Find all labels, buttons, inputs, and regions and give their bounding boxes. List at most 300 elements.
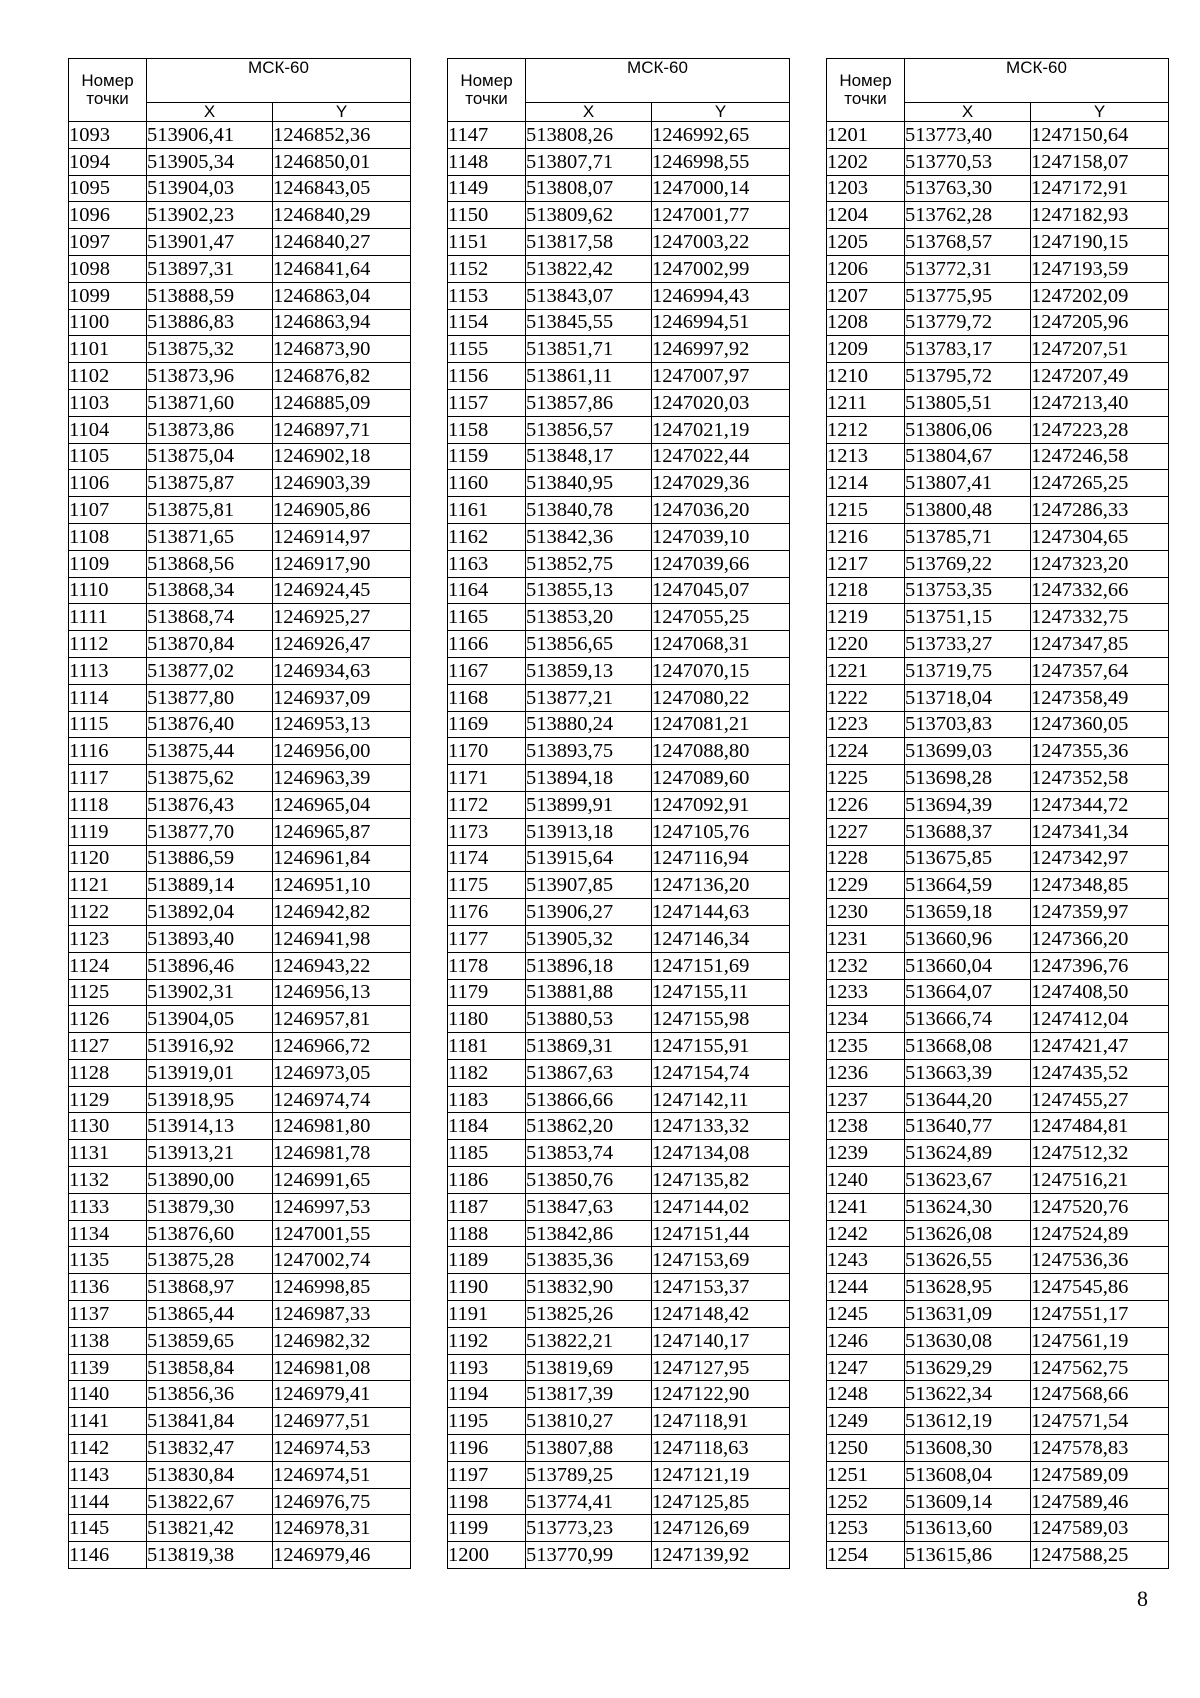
- table-row: [448, 550, 790, 577]
- x-coordinate-cell: 513905,34: [147, 148, 273, 175]
- y-coordinate-cell: 1247561,19: [1031, 1327, 1169, 1354]
- x-coordinate-cell: 513719,75: [905, 657, 1031, 684]
- point-number-cell: 1151: [448, 229, 526, 256]
- table-row: [448, 1033, 790, 1060]
- point-number-cell: 1220: [827, 631, 905, 658]
- x-coordinate-cell: 513623,67: [905, 1167, 1031, 1194]
- table-row: [827, 1086, 1169, 1113]
- y-coordinate-cell: 1247118,91: [652, 1408, 790, 1435]
- x-coordinate-cell: 513775,95: [905, 282, 1031, 309]
- point-number-cell: 1119: [69, 818, 147, 845]
- y-coordinate-cell: 1247551,17: [1031, 1301, 1169, 1328]
- point-number-cell: 1239: [827, 1140, 905, 1167]
- y-coordinate-cell: 1246956,00: [273, 738, 411, 765]
- point-number-cell: 1117: [69, 765, 147, 792]
- point-number-cell: 1112: [69, 631, 147, 658]
- table-row: [827, 1515, 1169, 1542]
- y-coordinate-cell: 1247512,32: [1031, 1140, 1169, 1167]
- x-coordinate-cell: 513615,86: [905, 1542, 1031, 1569]
- x-coordinate-cell: 513897,31: [147, 255, 273, 282]
- x-coordinate-cell: 513850,76: [526, 1167, 652, 1194]
- x-coordinate-cell: 513694,39: [905, 791, 1031, 818]
- y-coordinate-cell: 1246897,71: [273, 416, 411, 443]
- x-coordinate-cell: 513902,31: [147, 979, 273, 1006]
- y-coordinate-cell: 1246850,01: [273, 148, 411, 175]
- x-coordinate-cell: 513774,41: [526, 1488, 652, 1515]
- x-coordinate-cell: 513871,65: [147, 523, 273, 550]
- y-coordinate-cell: 1246994,43: [652, 282, 790, 309]
- table-row: [827, 1220, 1169, 1247]
- x-coordinate-cell: 513894,18: [526, 765, 652, 792]
- point-number-cell: 1164: [448, 577, 526, 604]
- point-number-cell: 1106: [69, 470, 147, 497]
- y-coordinate-cell: 1246974,51: [273, 1461, 411, 1488]
- y-coordinate-cell: 1247352,58: [1031, 765, 1169, 792]
- point-number-cell: 1209: [827, 336, 905, 363]
- x-coordinate-cell: 513773,40: [905, 122, 1031, 149]
- table-row: [448, 684, 790, 711]
- y-coordinate-cell: 1246873,90: [273, 336, 411, 363]
- point-number-cell: 1222: [827, 684, 905, 711]
- x-coordinate-cell: 513859,13: [526, 657, 652, 684]
- table-row: [69, 1140, 411, 1167]
- x-coordinate-cell: 513913,21: [147, 1140, 273, 1167]
- point-number-cell: 1152: [448, 255, 526, 282]
- y-coordinate-cell: 1247348,85: [1031, 872, 1169, 899]
- x-coordinate-cell: 513807,41: [905, 470, 1031, 497]
- x-coordinate-cell: 513840,95: [526, 470, 652, 497]
- point-number-cell: 1185: [448, 1140, 526, 1167]
- x-coordinate-cell: 513856,65: [526, 631, 652, 658]
- y-coordinate-cell: 1247207,51: [1031, 336, 1169, 363]
- y-coordinate-cell: 1247116,94: [652, 845, 790, 872]
- y-coordinate-cell: 1247039,10: [652, 523, 790, 550]
- point-number-cell: 1221: [827, 657, 905, 684]
- y-coordinate-cell: 1247202,09: [1031, 282, 1169, 309]
- x-coordinate-cell: 513892,04: [147, 899, 273, 926]
- x-coordinate-cell: 513805,51: [905, 389, 1031, 416]
- y-coordinate-cell: 1247172,91: [1031, 175, 1169, 202]
- y-coordinate-cell: 1246914,97: [273, 523, 411, 550]
- table-row: [827, 1488, 1169, 1515]
- x-coordinate-cell: 513718,04: [905, 684, 1031, 711]
- x-coordinate-cell: 513644,20: [905, 1086, 1031, 1113]
- x-coordinate-cell: 513875,81: [147, 497, 273, 524]
- x-coordinate-cell: 513628,95: [905, 1274, 1031, 1301]
- table-row: [448, 1274, 790, 1301]
- point-number-cell: 1169: [448, 711, 526, 738]
- table-row: [69, 443, 411, 470]
- point-number-cell: 1235: [827, 1033, 905, 1060]
- coordinate-tables: [68, 58, 1170, 1578]
- x-coordinate-cell: 513862,20: [526, 1113, 652, 1140]
- point-number-cell: 1188: [448, 1220, 526, 1247]
- table-row: [69, 1220, 411, 1247]
- point-number-cell: 1210: [827, 363, 905, 390]
- x-coordinate-cell: 513612,19: [905, 1408, 1031, 1435]
- x-coordinate-cell: 513640,77: [905, 1113, 1031, 1140]
- point-number-cell: 1109: [69, 550, 147, 577]
- table-row: [448, 309, 790, 336]
- point-number-cell: 1191: [448, 1301, 526, 1328]
- x-coordinate-cell: 513869,31: [526, 1033, 652, 1060]
- table-row: [448, 175, 790, 202]
- y-coordinate-cell: 1246961,84: [273, 845, 411, 872]
- y-coordinate-cell: 1247366,20: [1031, 925, 1169, 952]
- point-number-cell: 1118: [69, 791, 147, 818]
- table-row: [69, 523, 411, 550]
- x-coordinate-cell: 513626,55: [905, 1247, 1031, 1274]
- point-number-cell: 1232: [827, 952, 905, 979]
- table-row: [69, 122, 411, 149]
- table-row: [448, 1381, 790, 1408]
- table-row: [827, 309, 1169, 336]
- y-coordinate-cell: 1247003,22: [652, 229, 790, 256]
- y-coordinate-cell: 1247286,33: [1031, 497, 1169, 524]
- table-row: [827, 1140, 1169, 1167]
- table-row: [827, 1461, 1169, 1488]
- point-number-cell: 1253: [827, 1515, 905, 1542]
- x-coordinate-cell: 513851,71: [526, 336, 652, 363]
- table-row: [827, 550, 1169, 577]
- point-number-cell: 1128: [69, 1059, 147, 1086]
- y-coordinate-cell: 1247323,20: [1031, 550, 1169, 577]
- x-coordinate-cell: 513893,40: [147, 925, 273, 952]
- table-row: [827, 631, 1169, 658]
- x-coordinate-cell: 513875,44: [147, 738, 273, 765]
- table-row: [827, 416, 1169, 443]
- x-coordinate-cell: 513703,83: [905, 711, 1031, 738]
- x-coordinate-cell: 513859,65: [147, 1327, 273, 1354]
- table-row: [69, 1167, 411, 1194]
- point-number-cell: 1155: [448, 336, 526, 363]
- y-coordinate-cell: 1246973,05: [273, 1059, 411, 1086]
- y-coordinate-cell: 1247068,31: [652, 631, 790, 658]
- y-coordinate-cell: 1247088,80: [652, 738, 790, 765]
- point-number-cell: 1098: [69, 255, 147, 282]
- y-coordinate-cell: 1247223,28: [1031, 416, 1169, 443]
- table-row: [69, 1301, 411, 1328]
- point-number-cell: 1254: [827, 1542, 905, 1569]
- coordinate-system-header: МСК-60: [147, 59, 411, 103]
- point-number-cell: 1197: [448, 1461, 526, 1488]
- table-row: [69, 282, 411, 309]
- table-row: [827, 979, 1169, 1006]
- x-coordinate-cell: 513800,48: [905, 497, 1031, 524]
- table-row: [827, 738, 1169, 765]
- point-number-header: Номер точки: [827, 59, 905, 122]
- table-row: [448, 1461, 790, 1488]
- table-row: [827, 1381, 1169, 1408]
- table-row: [448, 1247, 790, 1274]
- point-number-cell: 1134: [69, 1220, 147, 1247]
- x-coordinate-cell: 513698,28: [905, 765, 1031, 792]
- y-coordinate-cell: 1246885,09: [273, 389, 411, 416]
- table-row: [69, 550, 411, 577]
- table-row: [448, 818, 790, 845]
- x-coordinate-cell: 513763,30: [905, 175, 1031, 202]
- table-row: [69, 255, 411, 282]
- x-coordinate-cell: 513668,08: [905, 1033, 1031, 1060]
- coordinate-table: [447, 58, 790, 1569]
- y-coordinate-cell: 1247357,64: [1031, 657, 1169, 684]
- table-row: [448, 1515, 790, 1542]
- table-row: [69, 1488, 411, 1515]
- y-coordinate-cell: 1246840,29: [273, 202, 411, 229]
- x-coordinate-cell: 513906,27: [526, 899, 652, 926]
- y-coordinate-cell: 1247408,50: [1031, 979, 1169, 1006]
- table-row: [69, 363, 411, 390]
- table-row: [69, 845, 411, 872]
- x-coordinate-cell: 513809,62: [526, 202, 652, 229]
- y-coordinate-cell: 1247148,42: [652, 1301, 790, 1328]
- x-coordinate-cell: 513770,53: [905, 148, 1031, 175]
- y-coordinate-cell: 1247358,49: [1031, 684, 1169, 711]
- x-coordinate-cell: 513875,32: [147, 336, 273, 363]
- point-number-cell: 1230: [827, 899, 905, 926]
- x-coordinate-cell: 513819,38: [147, 1542, 273, 1569]
- point-number-cell: 1208: [827, 309, 905, 336]
- y-coordinate-cell: 1247190,15: [1031, 229, 1169, 256]
- table-row: [69, 925, 411, 952]
- table-row: [69, 1033, 411, 1060]
- table-row: [69, 148, 411, 175]
- table-row: [448, 979, 790, 1006]
- y-coordinate-cell: 1246992,65: [652, 122, 790, 149]
- y-coordinate-cell: 1247516,21: [1031, 1167, 1169, 1194]
- x-column-header: X: [526, 103, 652, 122]
- x-coordinate-cell: 513664,07: [905, 979, 1031, 1006]
- point-number-cell: 1228: [827, 845, 905, 872]
- point-number-cell: 1163: [448, 550, 526, 577]
- point-number-cell: 1243: [827, 1247, 905, 1274]
- table-row: [448, 657, 790, 684]
- table-row: [448, 1435, 790, 1462]
- table-row: [69, 899, 411, 926]
- point-number-cell: 1124: [69, 952, 147, 979]
- x-coordinate-cell: 513861,11: [526, 363, 652, 390]
- table-row: [827, 1354, 1169, 1381]
- y-coordinate-cell: 1247304,65: [1031, 523, 1169, 550]
- point-number-cell: 1130: [69, 1113, 147, 1140]
- point-number-cell: 1200: [448, 1542, 526, 1569]
- table-row: [69, 818, 411, 845]
- point-number-cell: 1241: [827, 1193, 905, 1220]
- x-coordinate-cell: 513918,95: [147, 1086, 273, 1113]
- point-number-cell: 1179: [448, 979, 526, 1006]
- point-number-cell: 1186: [448, 1167, 526, 1194]
- table-row: [448, 497, 790, 524]
- x-coordinate-cell: 513867,63: [526, 1059, 652, 1086]
- x-coordinate-cell: 513675,85: [905, 845, 1031, 872]
- point-number-cell: 1190: [448, 1274, 526, 1301]
- point-number-cell: 1183: [448, 1086, 526, 1113]
- table-row: [69, 765, 411, 792]
- table-row: [69, 229, 411, 256]
- y-coordinate-cell: 1246997,92: [652, 336, 790, 363]
- y-coordinate-cell: 1246957,81: [273, 1006, 411, 1033]
- y-coordinate-cell: 1247182,93: [1031, 202, 1169, 229]
- table-row: [448, 604, 790, 631]
- table-row: [827, 1033, 1169, 1060]
- y-coordinate-cell: 1246981,78: [273, 1140, 411, 1167]
- y-coordinate-cell: 1247002,74: [273, 1247, 411, 1274]
- point-number-cell: 1157: [448, 389, 526, 416]
- y-coordinate-cell: 1247007,97: [652, 363, 790, 390]
- table-row: [827, 765, 1169, 792]
- x-coordinate-cell: 513843,07: [526, 282, 652, 309]
- point-number-cell: 1121: [69, 872, 147, 899]
- x-coordinate-cell: 513904,03: [147, 175, 273, 202]
- point-number-cell: 1170: [448, 738, 526, 765]
- y-coordinate-cell: 1247021,19: [652, 416, 790, 443]
- point-number-cell: 1137: [69, 1301, 147, 1328]
- point-number-cell: 1095: [69, 175, 147, 202]
- y-coordinate-cell: 1246926,47: [273, 631, 411, 658]
- x-coordinate-cell: 513841,84: [147, 1408, 273, 1435]
- point-number-cell: 1115: [69, 711, 147, 738]
- y-coordinate-cell: 1247589,09: [1031, 1461, 1169, 1488]
- x-coordinate-cell: 513773,23: [526, 1515, 652, 1542]
- y-coordinate-cell: 1247421,47: [1031, 1033, 1169, 1060]
- x-coordinate-cell: 513913,18: [526, 818, 652, 845]
- point-number-cell: 1139: [69, 1354, 147, 1381]
- y-coordinate-cell: 1246965,04: [273, 791, 411, 818]
- y-coordinate-cell: 1246978,31: [273, 1515, 411, 1542]
- table-row: [448, 363, 790, 390]
- x-column-header: X: [905, 103, 1031, 122]
- y-coordinate-cell: 1247105,76: [652, 818, 790, 845]
- table-row: [69, 791, 411, 818]
- y-coordinate-cell: 1246981,08: [273, 1354, 411, 1381]
- x-coordinate-cell: 513876,40: [147, 711, 273, 738]
- x-coordinate-cell: 513699,03: [905, 738, 1031, 765]
- x-coordinate-cell: 513845,55: [526, 309, 652, 336]
- table-row: [69, 631, 411, 658]
- table-row: [827, 845, 1169, 872]
- point-number-cell: 1173: [448, 818, 526, 845]
- y-coordinate-cell: 1247001,55: [273, 1220, 411, 1247]
- x-coordinate-cell: 513875,04: [147, 443, 273, 470]
- x-coordinate-cell: 513608,30: [905, 1435, 1031, 1462]
- table-row: [448, 577, 790, 604]
- table-row: [69, 657, 411, 684]
- point-number-cell: 1146: [69, 1542, 147, 1569]
- point-number-cell: 1131: [69, 1140, 147, 1167]
- y-coordinate-cell: 1247081,21: [652, 711, 790, 738]
- y-coordinate-cell: 1247568,66: [1031, 1381, 1169, 1408]
- y-coordinate-cell: 1247118,63: [652, 1435, 790, 1462]
- x-coordinate-cell: 513868,74: [147, 604, 273, 631]
- table-row: [827, 711, 1169, 738]
- x-coordinate-cell: 513847,63: [526, 1193, 652, 1220]
- x-coordinate-cell: 513886,59: [147, 845, 273, 872]
- point-number-cell: 1158: [448, 416, 526, 443]
- table-row: [448, 1113, 790, 1140]
- x-coordinate-cell: 513875,62: [147, 765, 273, 792]
- y-coordinate-cell: 1247135,82: [652, 1167, 790, 1194]
- y-coordinate-cell: 1247153,69: [652, 1247, 790, 1274]
- table-row: [827, 1113, 1169, 1140]
- x-coordinate-cell: 513893,75: [526, 738, 652, 765]
- y-coordinate-cell: 1247146,34: [652, 925, 790, 952]
- x-coordinate-cell: 513875,28: [147, 1247, 273, 1274]
- table-row: [448, 1542, 790, 1569]
- table-row: [827, 363, 1169, 390]
- point-number-cell: 1102: [69, 363, 147, 390]
- y-coordinate-cell: 1246963,39: [273, 765, 411, 792]
- point-number-cell: 1129: [69, 1086, 147, 1113]
- x-coordinate-cell: 513821,42: [147, 1515, 273, 1542]
- point-number-cell: 1132: [69, 1167, 147, 1194]
- table-row: [69, 738, 411, 765]
- x-coordinate-cell: 513817,39: [526, 1381, 652, 1408]
- point-number-cell: 1148: [448, 148, 526, 175]
- x-coordinate-cell: 513779,72: [905, 309, 1031, 336]
- point-number-cell: 1177: [448, 925, 526, 952]
- y-coordinate-cell: 1247151,44: [652, 1220, 790, 1247]
- x-coordinate-cell: 513804,67: [905, 443, 1031, 470]
- point-number-cell: 1252: [827, 1488, 905, 1515]
- table-row: [827, 1327, 1169, 1354]
- point-number-cell: 1237: [827, 1086, 905, 1113]
- table-row: [827, 470, 1169, 497]
- table-row: [448, 1354, 790, 1381]
- x-coordinate-cell: 513881,88: [526, 979, 652, 1006]
- y-coordinate-cell: 1247153,37: [652, 1274, 790, 1301]
- table-row: [827, 148, 1169, 175]
- point-number-cell: 1143: [69, 1461, 147, 1488]
- x-coordinate-cell: 513914,13: [147, 1113, 273, 1140]
- table-row: [448, 1086, 790, 1113]
- point-number-cell: 1187: [448, 1193, 526, 1220]
- x-coordinate-cell: 513877,02: [147, 657, 273, 684]
- point-number-cell: 1154: [448, 309, 526, 336]
- point-number-cell: 1094: [69, 148, 147, 175]
- point-number-cell: 1251: [827, 1461, 905, 1488]
- x-coordinate-cell: 513880,24: [526, 711, 652, 738]
- table-row: [827, 791, 1169, 818]
- coordinate-system-header: МСК-60: [526, 59, 790, 103]
- y-coordinate-cell: 1247029,36: [652, 470, 790, 497]
- point-number-cell: 1159: [448, 443, 526, 470]
- point-number-cell: 1238: [827, 1113, 905, 1140]
- point-number-cell: 1199: [448, 1515, 526, 1542]
- x-coordinate-cell: 513877,21: [526, 684, 652, 711]
- y-coordinate-cell: 1247396,76: [1031, 952, 1169, 979]
- y-coordinate-cell: 1247001,77: [652, 202, 790, 229]
- table-row: [69, 1354, 411, 1381]
- table-row: [448, 336, 790, 363]
- x-coordinate-cell: 513663,39: [905, 1059, 1031, 1086]
- y-coordinate-cell: 1247246,58: [1031, 443, 1169, 470]
- y-coordinate-cell: 1246903,39: [273, 470, 411, 497]
- table-row: [448, 470, 790, 497]
- y-coordinate-cell: 1247155,98: [652, 1006, 790, 1033]
- y-coordinate-cell: 1247520,76: [1031, 1193, 1169, 1220]
- point-number-cell: 1189: [448, 1247, 526, 1274]
- table-row: [69, 1381, 411, 1408]
- table-row: [69, 416, 411, 443]
- y-coordinate-cell: 1246974,74: [273, 1086, 411, 1113]
- table-row: [827, 336, 1169, 363]
- x-coordinate-cell: 513877,80: [147, 684, 273, 711]
- table-row: [69, 979, 411, 1006]
- x-coordinate-cell: 513865,44: [147, 1301, 273, 1328]
- point-number-cell: 1150: [448, 202, 526, 229]
- point-number-cell: 1207: [827, 282, 905, 309]
- x-coordinate-cell: 513890,00: [147, 1167, 273, 1194]
